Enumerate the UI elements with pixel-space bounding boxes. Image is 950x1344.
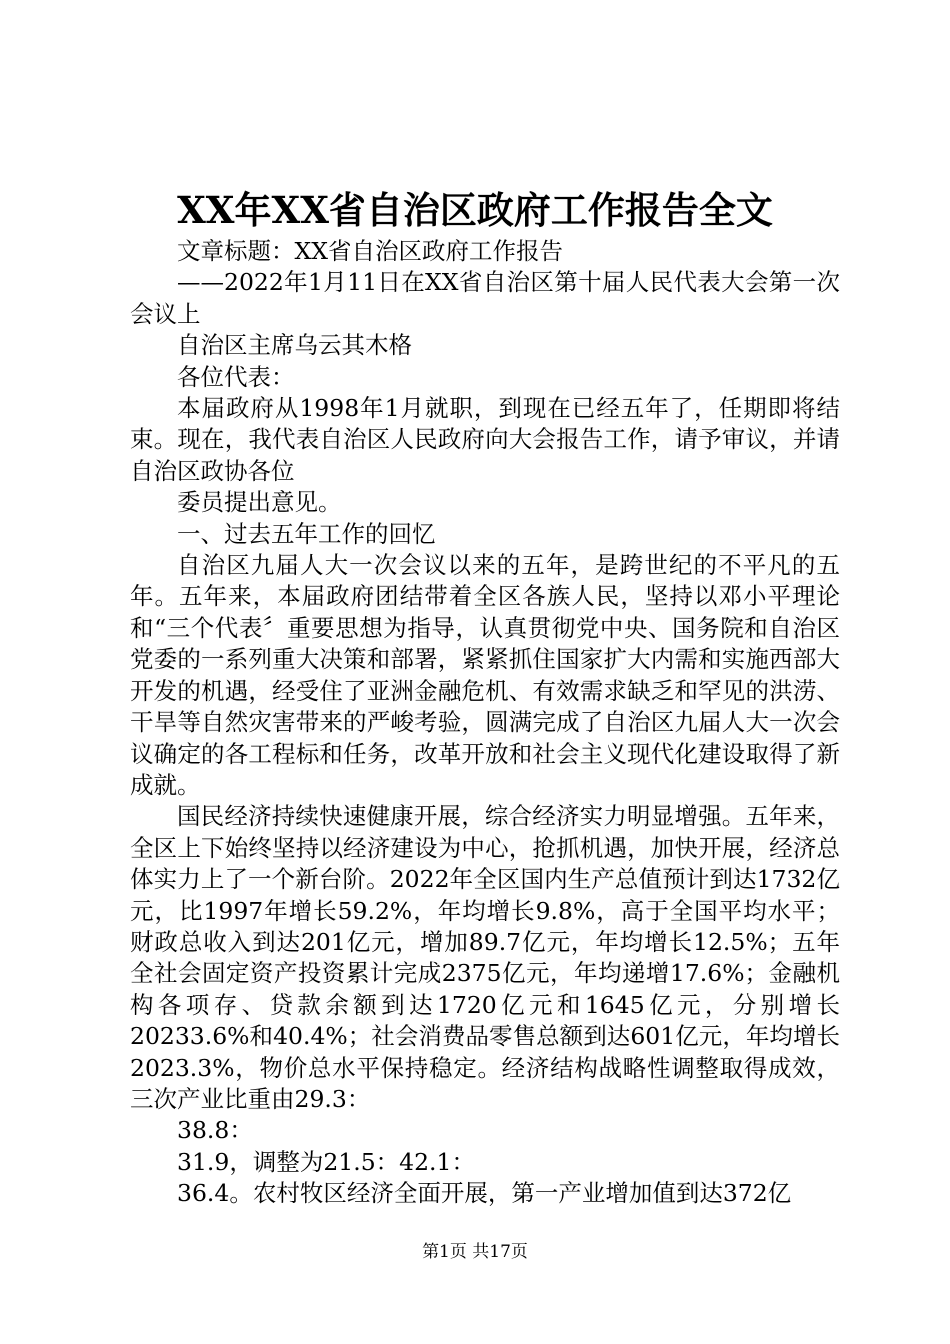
section-heading: 一、过去五年工作的回忆 xyxy=(177,519,436,548)
document-body xyxy=(130,236,840,1210)
speaker-line: 自治区主席乌云其木格 xyxy=(177,331,412,360)
intro-continuation: 委员提出意见。 xyxy=(177,488,342,517)
document-title: XX年XX省自治区政府工作报告全文 xyxy=(177,188,773,232)
intro-paragraph: 本届政府从1998年1月就职，到现在已经五年了，任期即将结束。现在，我代表自治区人民政府向大会报告工作，请予审议，并请自治区政协各位 xyxy=(130,394,840,485)
ratio-line-1: 38.8： xyxy=(177,1116,253,1145)
article-title-line: 文章标题：XX省自治区政府工作报告 xyxy=(177,237,563,265)
salutation-line: 各位代表： xyxy=(177,362,295,391)
ratio-line-2: 31.9，调整为21.5：42.1： xyxy=(177,1147,475,1176)
meeting-date-line: ——2022年1月11日在XX省自治区第十届人民代表大会第一次会议上 xyxy=(130,268,840,328)
review-paragraph: 自治区九届人大一次会议以来的五年，是跨世纪的不平凡的五年。五年来，本届政府团结带着全区各族人民，坚持以邓小平理论和“三个代表〞重要思想为指导，认真贯彻党中央、国务院和自治区党委的一系列重大决策和部署，紧紧抓住国家扩大内需和实施西部大开发的机遇，经受住了亚洲金融危机、有效需求缺乏和罕见的洪涝、干旱等自然灾害带来的严峻考验，圆满完成了自治区九届人大一次会议确定的各工程标和任务，改革开放和社会主义现代化建设取得了新成就。 xyxy=(130,551,840,799)
ratio-line-3: 36.4。农村牧区经济全面开展，第一产业增加值到达372亿 xyxy=(177,1179,792,1208)
economy-paragraph: 国民经济持续快速健康开展，综合经济实力明显增强。五年来，全区上下始终坚持以经济建设为中心，抢抓机遇，加快开展，经济总体实力上了一个新台阶。2022年全区国内生产总值预计到达1732亿元，比1997年增长59.2%，年均增长9.8%，高于全国平均水平；财政总收入到达201亿元，增加89.7亿元，年均增长12.5%；五年全社会固定资产投资累计完成2375亿元，年均递增17.6%；金融机构各项存、贷款余额到达1720亿元和1645亿元，分别增长20233.6%和40.4%；社会消费品零售总额到达601亿元，年均增长2023.3%，物价总水平保持稳定。经济结构战略性调整取得成效，三次产业比重由29.3： xyxy=(130,802,840,1113)
page-footer: 第1页 共17页 xyxy=(422,1242,528,1262)
